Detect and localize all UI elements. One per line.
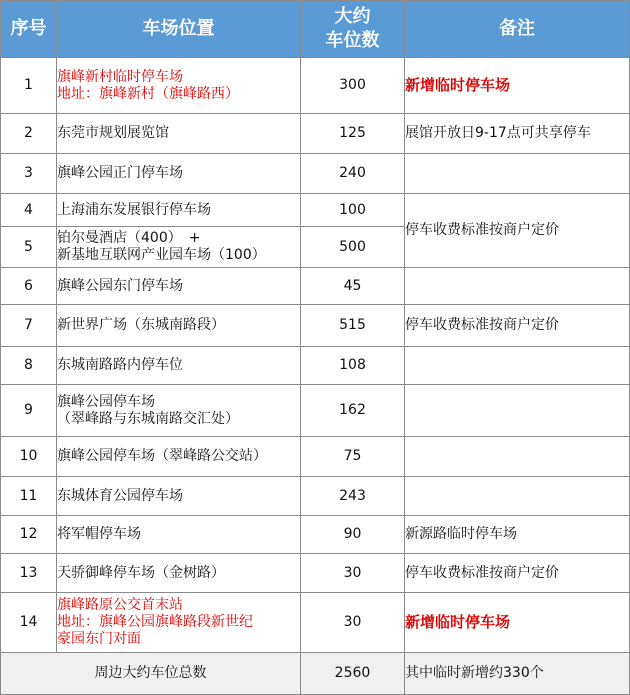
row-location: 新世界广场（东城南路段） bbox=[57, 305, 301, 347]
row-note bbox=[405, 268, 630, 305]
header-no: 序号 bbox=[1, 1, 57, 58]
row-location: 上海浦东发展银行停车场 bbox=[57, 194, 301, 227]
table-row bbox=[1, 305, 630, 347]
table-row bbox=[1, 516, 630, 554]
row-no: 13 bbox=[1, 554, 57, 593]
row-location-line3: 豪园东门对面 bbox=[57, 631, 141, 647]
row-note: 新源路临时停车场 bbox=[405, 516, 630, 554]
row-no: 7 bbox=[1, 305, 57, 347]
row-count: 243 bbox=[301, 477, 405, 516]
row-count: 108 bbox=[301, 347, 405, 385]
row-count: 30 bbox=[301, 554, 405, 593]
table-row bbox=[1, 268, 630, 305]
row-count: 45 bbox=[301, 268, 405, 305]
row-location: 旗峰公园东门停车场 bbox=[57, 268, 301, 305]
row-location: 天骄御峰停车场（金树路） bbox=[57, 554, 301, 593]
row-note bbox=[405, 477, 630, 516]
row-note bbox=[405, 347, 630, 385]
table-row bbox=[1, 593, 630, 653]
row-no: 5 bbox=[1, 227, 57, 268]
row-count: 75 bbox=[301, 437, 405, 477]
row-no: 10 bbox=[1, 437, 57, 477]
table-row bbox=[1, 554, 630, 593]
total-label: 周边大约车位总数 bbox=[1, 653, 301, 695]
row-location: 旗峰公园正门停车场 bbox=[57, 154, 301, 194]
table-row bbox=[1, 385, 630, 437]
row-count: 125 bbox=[301, 114, 405, 154]
row-count: 100 bbox=[301, 194, 405, 227]
row-location-line1: 旗峰路原公交首末站 bbox=[57, 597, 183, 613]
table-row bbox=[1, 437, 630, 477]
row-location: 东城体育公园停车场 bbox=[57, 477, 301, 516]
row-no: 1 bbox=[1, 58, 57, 114]
table-header bbox=[1, 1, 630, 58]
row-note: 新增临时停车场 bbox=[405, 58, 630, 114]
row-note bbox=[405, 385, 630, 437]
total-note: 其中临时新增约330个 bbox=[405, 653, 630, 695]
row-count: 240 bbox=[301, 154, 405, 194]
table-row bbox=[1, 477, 630, 516]
row-location: 旗峰公园停车场（翠峰路公交站） bbox=[57, 437, 301, 477]
row-location: 将军帽停车场 bbox=[57, 516, 301, 554]
total-count: 2560 bbox=[301, 653, 405, 695]
row-count: 162 bbox=[301, 385, 405, 437]
row-note: 展馆开放日9-17点可共享停车 bbox=[405, 114, 630, 154]
row-location-line2: （翠峰路与东城南路交汇处） bbox=[57, 410, 239, 427]
row-location bbox=[57, 58, 301, 114]
header-count bbox=[301, 1, 405, 58]
row-location-line2: 新基地互联网产业园车场（100） bbox=[57, 247, 266, 263]
row-location-line2: 地址：旗峰新村（旗峰路西） bbox=[57, 85, 239, 102]
table-row bbox=[1, 194, 630, 227]
row-note: 停车收费标准按商户定价 bbox=[405, 305, 630, 347]
row-location: 东莞市规划展览馆 bbox=[57, 114, 301, 154]
row-no: 14 bbox=[1, 593, 57, 653]
row-count: 515 bbox=[301, 305, 405, 347]
row-location-line2: 地址：旗峰公园旗峰路段新世纪 bbox=[57, 614, 253, 630]
row-count: 500 bbox=[301, 227, 405, 268]
table-row bbox=[1, 58, 630, 114]
row-location-line1: 旗峰新村临时停车场 bbox=[57, 68, 183, 85]
table-row bbox=[1, 347, 630, 385]
row-location bbox=[57, 385, 301, 437]
row-location bbox=[57, 593, 301, 653]
row-no: 12 bbox=[1, 516, 57, 554]
row-note: 新增临时停车场 bbox=[405, 593, 630, 653]
total-row bbox=[1, 653, 630, 695]
table-row bbox=[1, 114, 630, 154]
row-note bbox=[405, 154, 630, 194]
row-location: 东城南路路内停车位 bbox=[57, 347, 301, 385]
header-note: 备注 bbox=[405, 1, 630, 58]
row-note: 停车收费标准按商户定价 bbox=[405, 554, 630, 593]
header-count-line2: 车位数 bbox=[325, 30, 380, 51]
header-count-line1: 大约 bbox=[334, 6, 371, 27]
row-location-line1: 铂尔曼酒店（400） + bbox=[57, 230, 201, 246]
row-no: 4 bbox=[1, 194, 57, 227]
row-location bbox=[57, 227, 301, 268]
row-count: 30 bbox=[301, 593, 405, 653]
row-no: 11 bbox=[1, 477, 57, 516]
row-no: 6 bbox=[1, 268, 57, 305]
row-no: 8 bbox=[1, 347, 57, 385]
row-note-merged: 停车收费标准按商户定价 bbox=[405, 194, 630, 268]
table-body bbox=[1, 58, 630, 695]
row-no: 2 bbox=[1, 114, 57, 154]
row-no: 3 bbox=[1, 154, 57, 194]
row-count: 300 bbox=[301, 58, 405, 114]
row-count: 90 bbox=[301, 516, 405, 554]
table-row bbox=[1, 154, 630, 194]
row-no: 9 bbox=[1, 385, 57, 437]
row-note bbox=[405, 437, 630, 477]
header-location: 车场位置 bbox=[57, 1, 301, 58]
row-location-line1: 旗峰公园停车场 bbox=[57, 393, 155, 410]
